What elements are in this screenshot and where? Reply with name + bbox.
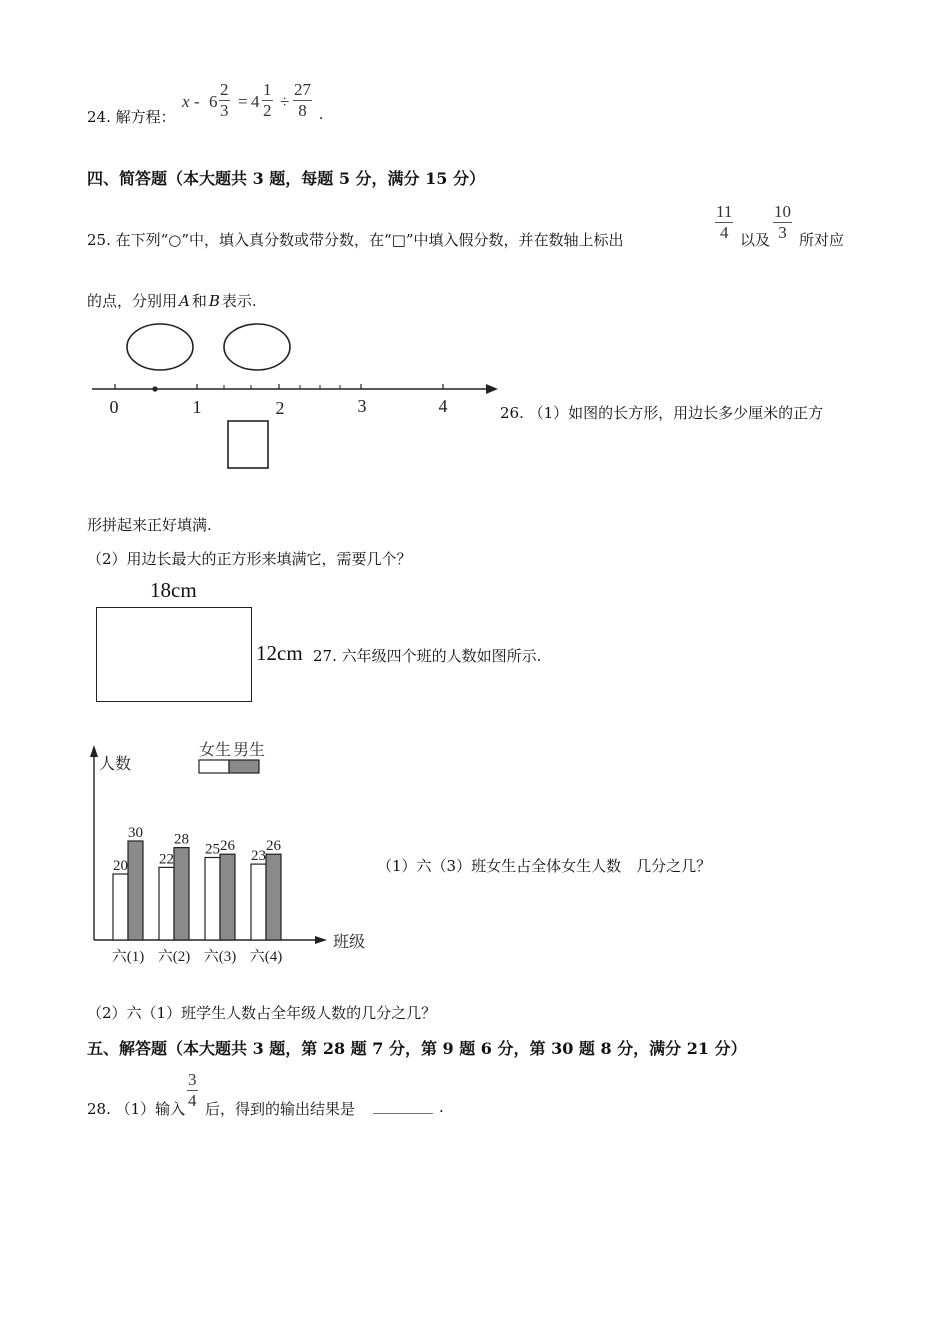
q24-frac3-den: 8 [298,100,307,120]
tick-label-2: 2 [275,398,285,418]
legend-label-girls: 女生 [198,742,232,759]
number-line-dot [152,386,157,391]
bar-value-label: 25 [205,841,220,858]
category-label: 六(3) [203,949,237,965]
q25-var-a: A [179,292,190,310]
q25-text-b: 以及 [740,231,771,249]
category-label: 六(4) [249,949,283,965]
y-axis-label: 人数 [99,756,132,773]
q24-frac1-den: 3 [220,100,229,120]
q25-line2-c: 表示. [221,292,257,310]
q25-line2-a: 的点，分别用 [87,292,178,310]
q28-text-a: 28. （1）输入 [87,1100,186,1118]
q27-text-a: 27. 六年级四个班的人数如图所示. [313,647,542,665]
q24-x: x [182,92,190,111]
bar-girls-1 [113,874,128,940]
q24-whole1: 6 [209,92,218,111]
q25-text-a: 25. 在下列“○”中，填入真分数或带分数，在“□”中填入假分数，并在数轴上标出 [87,231,624,249]
answer-circle-2 [224,324,290,370]
answer-circle-1 [127,324,193,370]
q24-frac2-num: 1 [263,80,272,99]
q26-text-b: 形拼起来正好填满. [87,516,212,534]
q24-frac1-num: 2 [220,80,229,99]
q24-whole2: 4 [251,92,260,111]
q25-text-c: 所对应 [799,231,845,249]
q28-frac-den: 4 [188,1090,197,1110]
q26-text-c: （2）用边长最大的正方形来填满它，需要几个？ [87,550,412,568]
answer-square [228,421,268,468]
bar-boys-1 [128,841,143,940]
tick-label-1: 1 [192,397,202,417]
q28-end: . [439,1098,444,1116]
x-axis-label: 班级 [333,934,366,951]
q25-frac-b [773,202,792,242]
bar-boys-4 [266,854,281,940]
q27-q1: （1）六（3）班女生占全体女生人数 几分之几？ [377,857,712,875]
bar-boys-3 [220,854,235,940]
q25-frac-a-num: 11 [716,202,733,221]
bar-value-label: 22 [159,851,174,868]
q25-frac-b-den: 3 [778,222,787,242]
bar-value-label: 20 [113,858,128,874]
q28-frac-num: 3 [188,1070,197,1089]
number-line-arrow [486,384,498,394]
bar-girls-2 [159,867,174,940]
q24-frac2 [262,80,273,120]
q24-div: ÷ [280,92,290,111]
q26-text-a: 26. （1）如图的长方形，用边长多少厘米的正方 [500,404,824,422]
x-axis-arrow [315,936,327,944]
bar-value-label: 30 [128,825,143,841]
legend-swatch-boys [229,760,259,773]
q28-frac [187,1070,198,1110]
q24-frac2-den: 2 [263,100,272,120]
bar-girls-3 [205,858,220,941]
tick-label-3: 3 [357,396,367,416]
q25-line2 [87,290,257,311]
rectangle [96,607,252,702]
tick-label-4: 4 [438,396,448,416]
class-bar-chart [85,735,375,970]
rectangle-height-label: 12cm [256,641,303,665]
bar-group [112,825,283,965]
tick-label-0: 0 [109,397,119,417]
rectangle-width-label: 18cm [150,578,197,602]
legend-label-boys: 男生 [232,742,266,759]
q28 [87,1068,487,1118]
q24-label: 24. 解方程： [87,108,176,126]
section5-title: 五、解答题（本大题共 3 题，第 28 题 7 分，第 9 题 6 分，第 30 题 8 分，满分 21 分） [87,1039,747,1058]
q28-text-b: 后，得到的输出结果是 [205,1100,356,1118]
q24-minus: - [194,92,200,111]
q28-blank[interactable]: ________ [373,1096,433,1114]
y-axis-arrow [90,745,98,757]
bar-value-label: 23 [251,848,266,865]
q24-frac3-num: 27 [294,80,311,99]
number-line-figure [80,318,510,478]
bar-girls-4 [251,864,266,940]
q24-frac3 [293,80,312,120]
bar-value-label: 28 [174,831,189,848]
q24-eq: = [238,92,248,111]
q24-end: . [319,104,324,123]
q25-line1 [87,200,867,250]
bar-value-label: 26 [220,838,235,855]
q27-q2: （2）六（1）班学生人数占全年级人数的几分之几？ [87,1004,437,1022]
category-label: 六(2) [157,949,191,965]
q25-line2-b: 和 [191,292,207,310]
section4-title: 四、简答题（本大题共 3 题，每题 5 分，满分 15 分） [87,169,485,188]
q24-frac1 [219,80,230,120]
category-label: 六(1) [111,949,145,965]
q25-var-b: B [208,292,220,310]
q25-frac-b-num: 10 [774,202,791,221]
bar-boys-2 [174,848,189,940]
q25-frac-a-den: 4 [719,222,729,242]
bar-value-label: 26 [266,838,281,855]
legend-swatch-girls [199,760,229,773]
q25-frac-a [715,202,733,242]
